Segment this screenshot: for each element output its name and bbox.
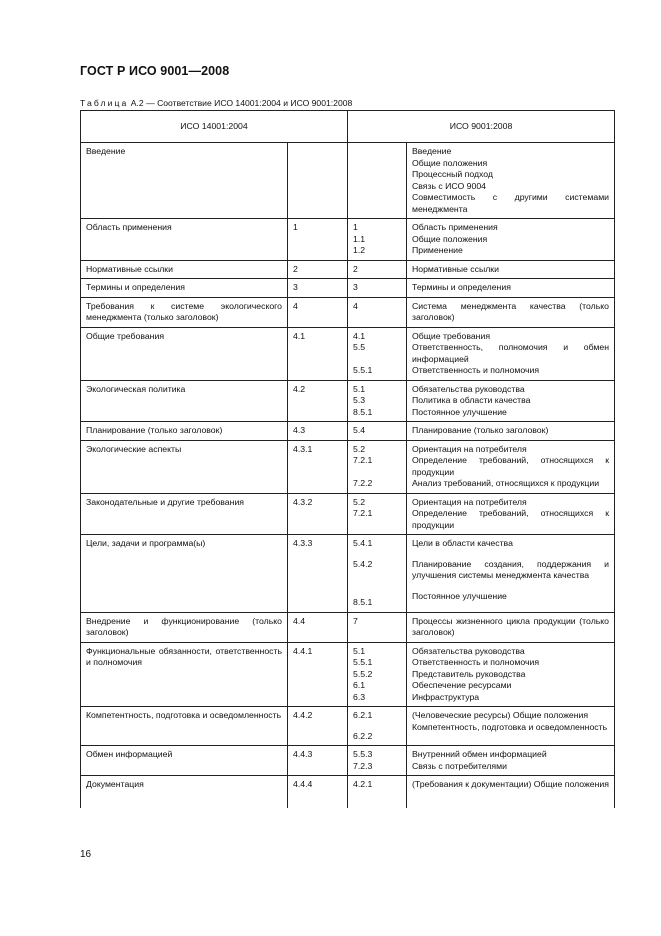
iso9001-clause-line: 5.5 bbox=[353, 342, 366, 352]
iso9001-title-line: Политика в области качества bbox=[412, 395, 531, 405]
header-iso9001: ИСО 9001:2008 bbox=[348, 111, 615, 143]
iso9001-clause-cell bbox=[348, 535, 407, 613]
table-caption-text: А.2 — Соответствие ИСО 14001:2004 и ИСО 9001:2008 bbox=[130, 98, 353, 108]
iso9001-title-cell bbox=[407, 219, 615, 261]
iso14001-clause-cell: 3 bbox=[288, 279, 348, 298]
iso9001-clause-line: 5.5.1 bbox=[353, 657, 373, 667]
iso14001-clause-cell: 4.2 bbox=[288, 380, 348, 422]
iso9001-title-line: Область применения bbox=[412, 222, 498, 232]
iso9001-clause-cell: 4 bbox=[348, 297, 407, 327]
iso14001-title-cell: Введение bbox=[81, 143, 288, 219]
iso14001-title-cell: Законодательные и другие требования bbox=[81, 493, 288, 535]
iso9001-title-line: Связь с ИСО 9004 bbox=[412, 180, 487, 191]
iso9001-clause-cell: 3 bbox=[348, 279, 407, 298]
table-caption bbox=[80, 98, 352, 108]
table-row bbox=[81, 327, 615, 380]
spacer bbox=[353, 570, 401, 579]
iso9001-title-line: Ориентация на потребителя bbox=[412, 496, 527, 507]
spacer bbox=[353, 579, 401, 588]
iso9001-title-cell bbox=[407, 707, 615, 746]
iso9001-title-line: Инфраструктура bbox=[412, 691, 480, 702]
iso9001-title-line: Представитель руководства bbox=[412, 668, 526, 679]
table-row bbox=[81, 746, 615, 776]
iso9001-clause-cell bbox=[348, 327, 407, 380]
iso9001-title-cell bbox=[407, 380, 615, 422]
iso14001-title-cell: Экологические аспекты bbox=[81, 440, 288, 493]
iso9001-title-line: Совместимость с другими системами менеджмента bbox=[412, 192, 610, 214]
iso9001-title-line: Связь с потребителями bbox=[412, 760, 507, 771]
iso9001-clause-cell bbox=[348, 380, 407, 422]
spacer bbox=[353, 550, 401, 559]
table-row bbox=[81, 143, 615, 219]
iso9001-title-line: Ответственность и полномочия bbox=[412, 365, 540, 375]
iso9001-title-line: Общие положения bbox=[412, 233, 488, 244]
iso9001-clause-cell bbox=[348, 440, 407, 493]
iso9001-title-line: Ответственность и полномочия bbox=[412, 657, 540, 667]
iso9001-title-line: Постоянное улучшение bbox=[412, 590, 507, 601]
iso9001-title-line: Цели в области качества bbox=[412, 538, 513, 548]
iso9001-title-line: Компетентность, подготовка и осведомленность bbox=[412, 721, 608, 732]
iso9001-clause-cell: 4.2.1 bbox=[348, 776, 407, 808]
iso14001-clause-cell: 4.4.4 bbox=[288, 776, 348, 808]
table-row bbox=[81, 776, 615, 808]
table-row bbox=[81, 279, 615, 298]
iso9001-clause-cell bbox=[348, 219, 407, 261]
iso14001-clause-cell: 4.3.2 bbox=[288, 493, 348, 535]
iso14001-title-cell: Планирование (только заголовок) bbox=[81, 422, 288, 441]
standard-title: ГОСТ Р ИСО 9001—2008 bbox=[80, 64, 230, 78]
header-iso14001: ИСО 14001:2004 bbox=[81, 111, 348, 143]
iso9001-clause-line: 6.1 bbox=[353, 680, 366, 690]
spacer bbox=[353, 588, 401, 597]
table-row bbox=[81, 219, 615, 261]
iso9001-clause-line: 7.2.3 bbox=[353, 760, 373, 771]
iso9001-clause-line: 5.3 bbox=[353, 395, 366, 405]
iso9001-title-line: Определение требований, относящихся к продукции bbox=[412, 508, 610, 530]
iso9001-title-cell bbox=[407, 493, 615, 535]
iso14001-clause-cell bbox=[288, 143, 348, 219]
iso14001-title-cell: Цели, задачи и программа(ы) bbox=[81, 535, 288, 613]
iso9001-clause-line: 6.2.2 bbox=[353, 730, 373, 741]
table-row bbox=[81, 297, 615, 327]
table-row bbox=[81, 422, 615, 441]
iso9001-clause-line: 7.2.1 bbox=[353, 508, 373, 518]
table-row bbox=[81, 493, 615, 535]
iso9001-title-line: Постоянное улучшение bbox=[412, 406, 507, 417]
iso9001-clause-line: 6.2.1 bbox=[353, 710, 373, 720]
iso9001-clause-line: 5.5.1 bbox=[353, 365, 373, 375]
iso9001-title-cell bbox=[407, 535, 615, 613]
iso9001-title-line: Обязательства руководства bbox=[412, 383, 525, 394]
iso9001-clause-line: 1.2 bbox=[353, 245, 366, 255]
table-row bbox=[81, 260, 615, 279]
table-caption-prefix: Таблица bbox=[80, 98, 129, 108]
iso9001-clause-cell: 5.4 bbox=[348, 422, 407, 441]
iso14001-title-cell: Документация bbox=[81, 776, 288, 808]
iso14001-title-cell: Внедрение и функционирование (только заголовок) bbox=[81, 612, 288, 642]
iso9001-title-line: Применение bbox=[412, 245, 463, 255]
iso9001-clause-line: 7.2.2 bbox=[353, 478, 373, 488]
iso14001-title-cell: Нормативные ссылки bbox=[81, 260, 288, 279]
iso9001-title-line: Анализ требований, относящихся к продукции bbox=[412, 478, 600, 488]
iso9001-clause-line: 5.1 bbox=[353, 645, 366, 656]
iso9001-title-cell: Термины и определения bbox=[407, 279, 615, 298]
iso9001-clause-line: 1.1 bbox=[353, 233, 366, 244]
iso9001-clause-line: 5.2 bbox=[353, 496, 366, 507]
table-row bbox=[81, 707, 615, 746]
spacer bbox=[412, 550, 609, 559]
iso14001-clause-cell: 2 bbox=[288, 260, 348, 279]
iso9001-clause-cell: 7 bbox=[348, 612, 407, 642]
iso9001-title-line: Ориентация на потребителя bbox=[412, 443, 527, 454]
iso14001-title-cell: Обмен информацией bbox=[81, 746, 288, 776]
iso9001-clause-cell: 2 bbox=[348, 260, 407, 279]
iso9001-title-cell bbox=[407, 143, 615, 219]
iso9001-clause-line: 5.1 bbox=[353, 383, 366, 394]
iso9001-clause-line: 4.1 bbox=[353, 330, 366, 341]
iso9001-title-line: Обязательства руководства bbox=[412, 645, 525, 656]
iso14001-title-cell: Общие требования bbox=[81, 327, 288, 380]
iso9001-clause-line: 8.5.1 bbox=[353, 597, 373, 607]
spacer bbox=[412, 582, 609, 591]
iso9001-title-line: Внутренний обмен информацией bbox=[412, 749, 547, 759]
iso9001-title-cell bbox=[407, 746, 615, 776]
iso14001-clause-cell: 4.1 bbox=[288, 327, 348, 380]
iso9001-title-line: Введение bbox=[412, 146, 452, 156]
iso9001-title-cell: Планирование (только заголовок) bbox=[407, 422, 615, 441]
iso9001-title-cell: (Требования к документации) Общие положения bbox=[407, 776, 615, 808]
iso14001-title-cell: Компетентность, подготовка и осведомленность bbox=[81, 707, 288, 746]
iso9001-clause-line: 5.4.2 bbox=[353, 558, 373, 569]
iso14001-clause-cell: 1 bbox=[288, 219, 348, 261]
iso9001-title-line: Процессный подход bbox=[412, 169, 493, 179]
table-row bbox=[81, 612, 615, 642]
iso9001-clause-cell bbox=[348, 707, 407, 746]
iso9001-clause-cell bbox=[348, 493, 407, 535]
iso9001-clause-cell bbox=[348, 642, 407, 707]
iso14001-title-cell: Область применения bbox=[81, 219, 288, 261]
iso9001-clause-cell bbox=[348, 746, 407, 776]
iso9001-clause-line bbox=[353, 354, 401, 366]
table-row bbox=[81, 642, 615, 707]
iso9001-title-line: (Человеческие ресурсы) Общие положения bbox=[412, 710, 589, 720]
iso14001-clause-cell: 4.4.1 bbox=[288, 642, 348, 707]
correspondence-table bbox=[80, 110, 615, 808]
iso14001-clause-cell: 4.4.2 bbox=[288, 707, 348, 746]
iso14001-clause-cell: 4.4 bbox=[288, 612, 348, 642]
iso9001-title-line: Общие требования bbox=[412, 330, 491, 341]
iso14001-title-cell: Термины и определения bbox=[81, 279, 288, 298]
iso9001-title-cell: Система менеджмента качества (только заголовок) bbox=[407, 297, 615, 327]
table-row bbox=[81, 440, 615, 493]
table-row bbox=[81, 535, 615, 613]
page-number: 16 bbox=[80, 849, 92, 860]
iso9001-clause-line: 1 bbox=[353, 222, 358, 232]
iso9001-title-line: Определение требований, относящихся к продукции bbox=[412, 455, 610, 477]
table-row bbox=[81, 380, 615, 422]
iso9001-title-line: Обеспечение ресурсами bbox=[412, 680, 512, 690]
iso14001-title-cell: Функциональные обязанности, ответственность и полномочия bbox=[81, 642, 288, 707]
iso9001-title-line: Ответственность, полномочия и обмен информацией bbox=[412, 342, 610, 364]
iso9001-clause-line: 7.2.1 bbox=[353, 455, 373, 465]
iso9001-clause-line bbox=[353, 467, 401, 479]
iso9001-title-line: Планирование создания, поддержания и улучшения системы менеджмента качества bbox=[412, 558, 610, 580]
iso14001-title-cell: Экологическая политика bbox=[81, 380, 288, 422]
iso9001-clause-line: 6.3 bbox=[353, 691, 366, 702]
iso9001-clause-line: 5.5.3 bbox=[353, 749, 373, 759]
iso9001-title-cell bbox=[407, 327, 615, 380]
iso9001-title-cell bbox=[407, 440, 615, 493]
iso9001-clause-line: 5.2 bbox=[353, 443, 366, 454]
table-header-row bbox=[81, 111, 615, 143]
iso9001-title-line: Общие положения bbox=[412, 157, 488, 168]
iso9001-title-cell: Нормативные ссылки bbox=[407, 260, 615, 279]
iso9001-title-cell bbox=[407, 642, 615, 707]
iso14001-clause-cell: 4.4.3 bbox=[288, 746, 348, 776]
iso9001-clause-line: 8.5.1 bbox=[353, 406, 373, 417]
iso9001-clause-line: 5.5.2 bbox=[353, 668, 373, 679]
iso14001-clause-cell: 4.3.3 bbox=[288, 535, 348, 613]
iso14001-clause-cell: 4.3.1 bbox=[288, 440, 348, 493]
iso14001-clause-cell: 4 bbox=[288, 297, 348, 327]
iso9001-clause-line: 5.4.1 bbox=[353, 538, 373, 548]
iso14001-title-cell: Требования к системе экологического менеджмента (только заголовок) bbox=[81, 297, 288, 327]
spacer bbox=[353, 722, 401, 731]
iso9001-title-cell: Процессы жизненного цикла продукции (только заголовок) bbox=[407, 612, 615, 642]
iso9001-clause-cell bbox=[348, 143, 407, 219]
iso14001-clause-cell: 4.3 bbox=[288, 422, 348, 441]
